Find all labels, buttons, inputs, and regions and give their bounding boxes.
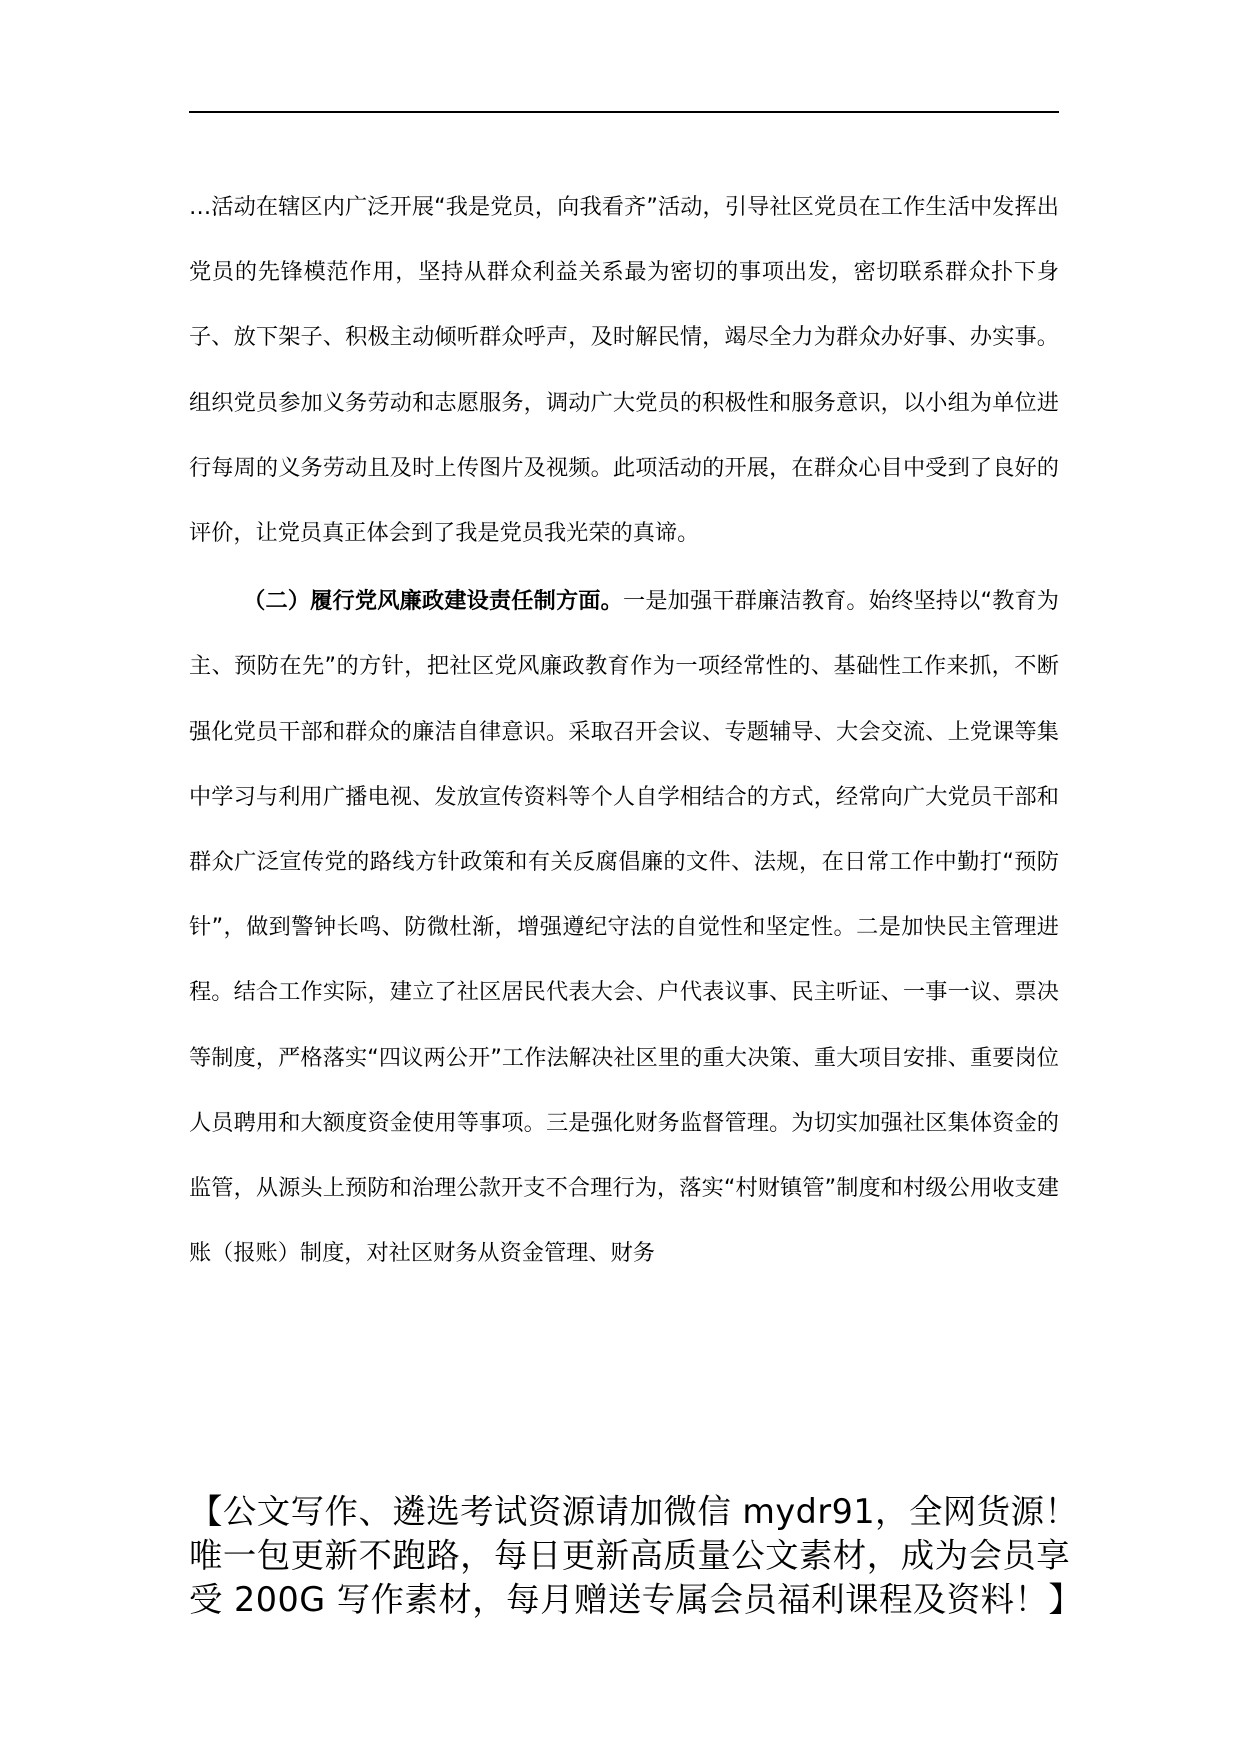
paragraph-1: …活动在辖区内广泛开展“我是党员，向我看齐”活动，引导社区党员在工作生活中发挥出党员的先锋模范作用，坚持从群众利益关系最为密切的事项出发，密切联系群众扑下身子、放下架子、积极主动倾听群众呼声，及时解民情，竭尽全力为群众办好事、办实事。组织党员参加义务劳动和志愿服务，调动广大党员的积极性和服务意识，以小组为单位进行每周的义务劳动且及时上传图片及视频。此项活动的开展，在群众心目中受到了良好的评价，让党员真正体会到了我是党员我光荣的真谛。 [189,194,1059,547]
advert-block [189,1490,1089,1622]
paragraph-2 [189,569,1059,1286]
document-body [189,175,1059,1286]
header-rule [189,111,1059,113]
section-heading: （二）履行党风廉政建设责任制方面。 [243,588,623,615]
advert-text: 【公文写作、遴选考试资源请加微信 mydr91，全网货源！唯一包更新不跑路，每日更新高质量公文素材，成为会员享受 200G 写作素材，每月赠送专属会员福利课程及资料！】 [189,1492,1083,1619]
paragraph-2-text: 一是加强干群廉洁教育。始终坚持以“教育为主、预防在先”的方针，把社区党风廉政教育作为一项经常性的、基础性工作来抓，不断强化党员干部和群众的廉洁自律意识。采取召开会议、专题辅导、大会交流、上党课等集中学习与利用广播电视、发放宣传资料等个人自学相结合的方式，经常向广大党员干部和群众广泛宣传党的路线方针政策和有关反腐倡廉的文件、法规，在日常工作中勤打“预防针”，做到警钟长鸣、防微杜渐，增强遵纪守法的自觉性和坚定性。二是加快民主管理进程。结合工作实际，建立了社区居民代表大会、户代表议事、民主听证、一事一议、票决等制度，严格落实“四议两公开”工作法解决社区里的重大决策、重大项目安排、重要岗位人员聘用和大额度资金使用等事项。三是强化财务监督管理。为切实加强社区集体资金的监管，从源头上预防和治理公款开支不合理行为，落实“村财镇管”制度和村级公用收支建账（报账）制度，对社区财务从资金管理、财务 [189,588,1059,1267]
